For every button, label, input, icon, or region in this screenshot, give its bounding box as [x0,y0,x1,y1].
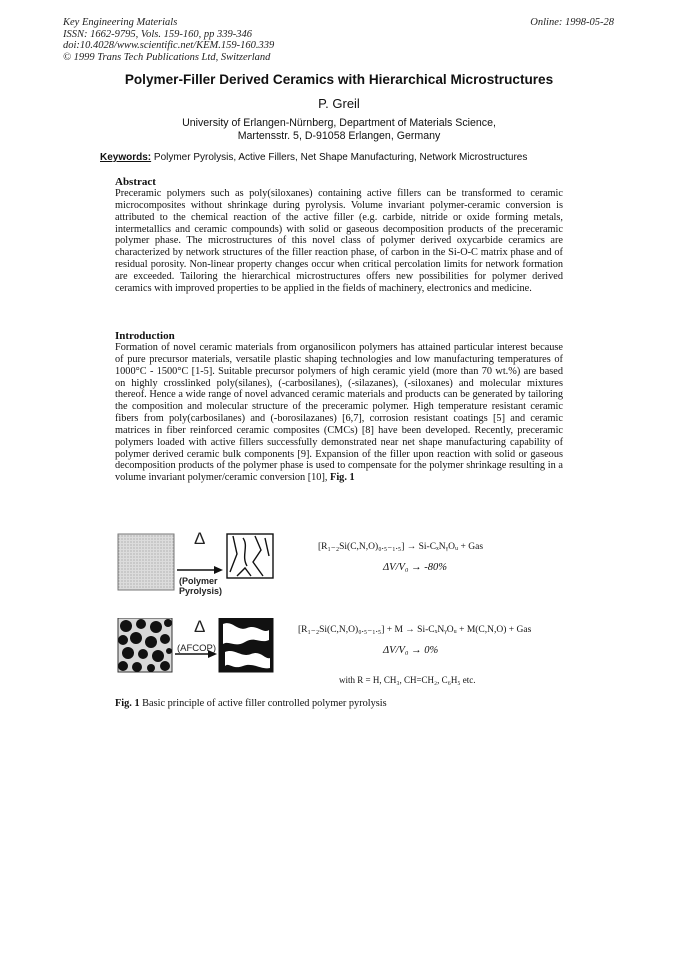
equation-2: [R₁₋₂Si(C,N,O)₀.₅₋₁.₅] + M → Si-CₓNᵧOᵤ + M(C,N,O) + Gas [298,625,532,635]
panel-2-delta-symbol: Δ [194,617,206,636]
keywords-text: Polymer Pyrolysis, Active Fillers, Net Shape Manufacturing, Network Microstructures [151,152,528,163]
caption-label: Fig. 1 [115,698,140,709]
equation-1: [R₁₋₂Si(C,N,O)₀.₅₋₁.₅] → Si-CₓNᵧOᵤ + Gas [318,542,484,552]
affiliation-line-1: University of Erlangen-Nürnberg, Department of Materials Science, [182,117,496,129]
figure-reference: Fig. 1 [330,472,355,484]
volume-change-1: ΔV/V₀ → -80% [383,562,448,573]
paper-title: Polymer-Filler Derived Ceramics with Hierarchical Microstructures [124,72,554,87]
panel-1-label-line-2: Pyrolysis) [179,586,223,596]
copyright-line: © 1999 Trans Tech Publications Ltd, Switzerland [63,51,271,63]
substituent-definition: with R = H, CH₃, CH=CH₂, C₆H₅ etc. [339,675,476,685]
polymer-block [118,534,174,590]
figure-1-caption [115,698,387,709]
affiliation [0,117,678,143]
introduction-text: Formation of novel ceramic materials from organosilicon polymers has attained particular interest because of pure precursor materials, versatile plastic shaping technologies and low manufacturing temperatures of 1000°C - 1500°C [1-5]. Suitable precursor polymers of high ceramic yield (more than 70 wt.%) are based on highly crosslinked poly(silanes), (-carbosilanes), (-silazanes), (-siloxanes) and molecular mixtures thereof. Hence a wide range of novel advanced ceramic materials and products can be generated by tailoring the composition and molecular structure of the preceramic polymer. High temperature resistant ceramic fibers from poly(carbosilanes) and (-borosilazanes) [6,7], corrosion resistant coatings [5] and ceramic matrices in fiber reinforced ceramic composites (CMCs) [8] have been developed. Recently, preceramic polymers loaded with active fillers successfully demonstrated near net shape manufacturing capability of polymer derived ceramic bulk components [9]. Expansion of the filler upon reaction with solid or gaseous decomposition products of the polymer phase is used to compensate for the polymer shrinkage resulting in a volume invariant polymer/ceramic conversion [10], [115,342,563,484]
introduction-paragraph [115,342,563,484]
introduction-heading: Introduction [115,330,175,342]
issn-line: ISSN: 1662-9795, Vols. 159-160, pp 339-346 [63,28,252,40]
keywords-label: Keywords: [100,152,152,163]
volume-change-2: ΔV/V₀ → 0% [383,645,439,656]
reaction-arrowhead [214,566,223,574]
panel-2-process-label: (AFCOP) [177,643,217,654]
abstract-text: Preceramic polymers such as poly(siloxanes) containing active fillers can be transformed to ceramic microcomposites without shrinkage during pyrolysis. Volume invariant polymer-ceramic conversion is attributed to the chemical reaction of the active filler (e.g. carbide, nitride or oxide forming metals, intermetallics and ceramic compounds) with solid or gaseous decomposition products of the preceramic polymer phase. The microstructures of this novel class of polymer derived oxycarbide ceramics are characterized by network structures of the filler reaction phase, of carbon in the Si-O-C matrix phase and of residual porosity. Non-linear property changes occur when critical percolation limits for network formation are exceeded. Tailoring the hierarchical microstructures offers new possibilities for polymer derived ceramics with improved properties to be applied in the fields of machinery, electronics and medicine. [115,188,563,294]
panel-1-process-label [179,576,222,596]
panel-1-delta-symbol: Δ [194,529,206,548]
journal-name: Key Engineering Materials [63,17,178,28]
caption-text: Basic principle of active filler controlled polymer pyrolysis [139,698,387,709]
doi-line: doi:10.4028/www.scientific.net/KEM.159-160.339 [63,40,275,51]
online-date: Online: 1998-05-28 [530,17,614,28]
running-header [63,17,274,63]
keywords [100,152,570,163]
figure-1 [115,529,575,692]
author-name: P. Greil [318,96,360,111]
panel-1-label-line-1: (Polymer [179,576,218,586]
abstract-heading: Abstract [115,176,156,188]
affiliation-line-2: Martensstr. 5, D-91058 Erlangen, Germany [237,130,441,142]
